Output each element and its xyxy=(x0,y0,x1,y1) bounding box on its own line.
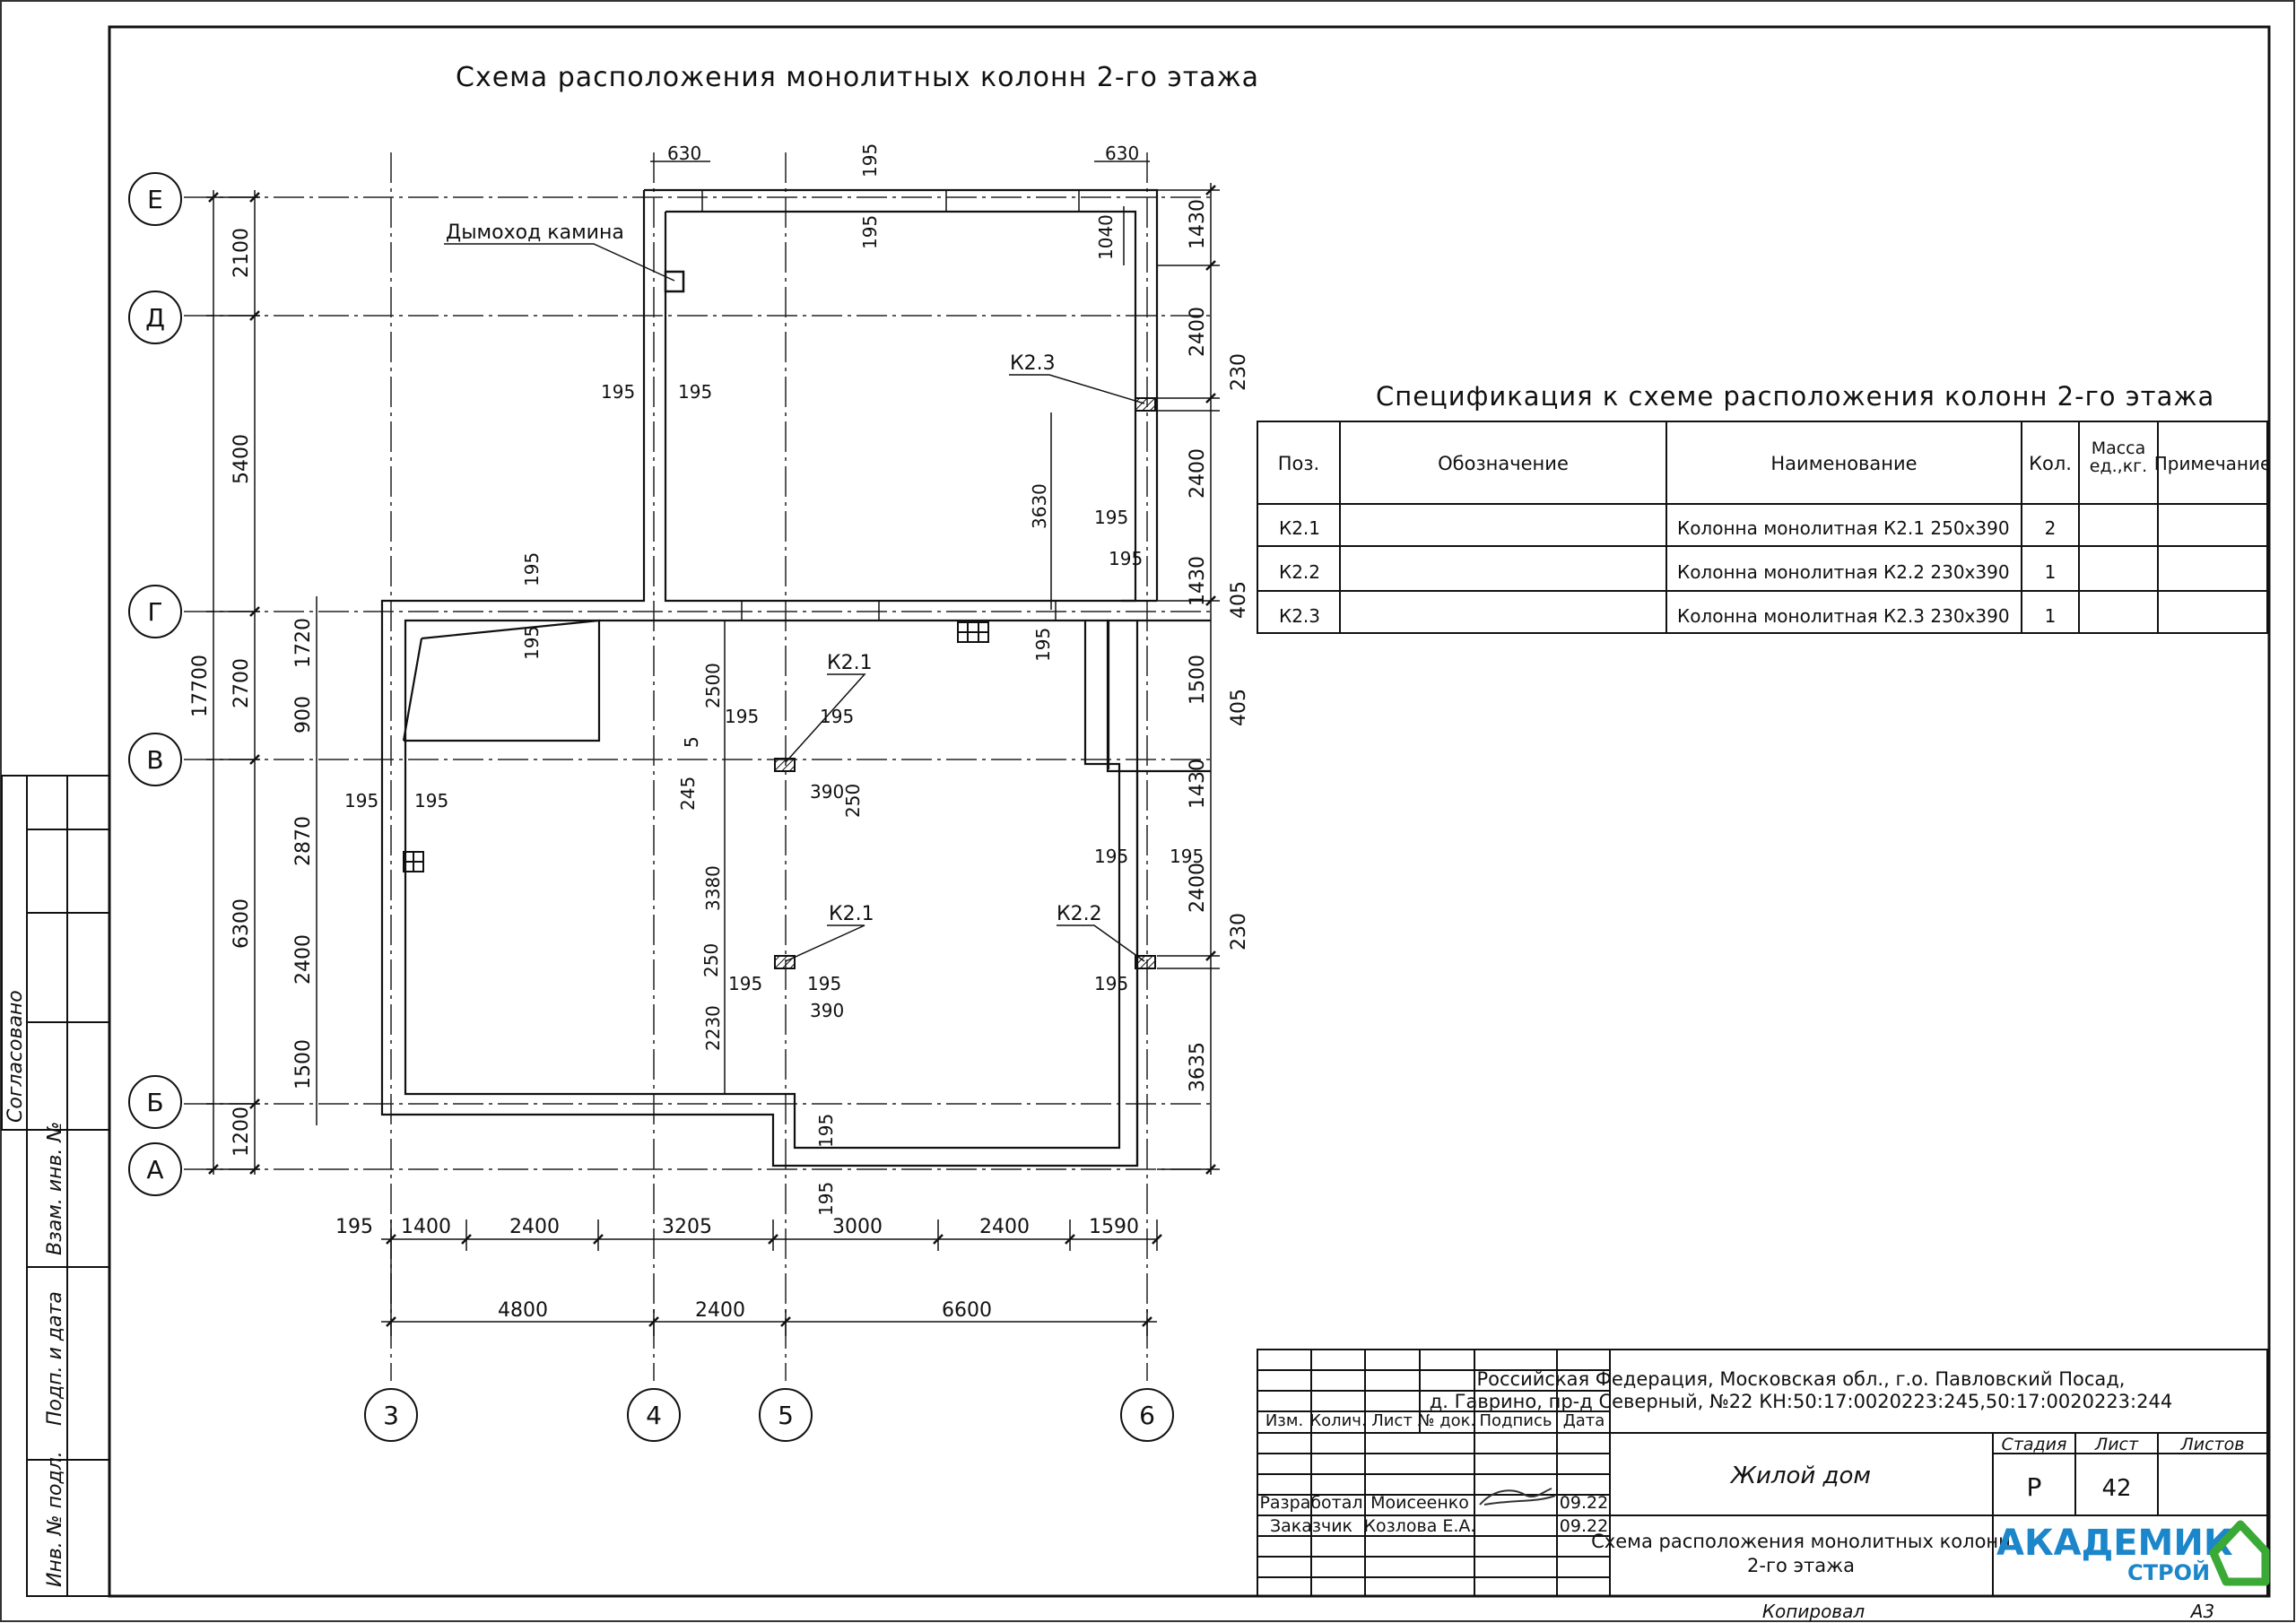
label-column-k21-a: К2.1 xyxy=(827,652,873,674)
svg-text:СТРОЙ: СТРОЙ xyxy=(2127,1560,2211,1585)
dimension-lines xyxy=(206,161,1220,1336)
spec-header: Наименование xyxy=(1770,453,1918,474)
column-k21-b xyxy=(775,956,795,968)
stamp-stage-label: Стадия xyxy=(2001,1435,2067,1454)
dim-text: 4800 xyxy=(498,1299,548,1322)
spec-cell: К2.3 xyxy=(1279,605,1321,627)
axis-row-label: А xyxy=(146,1155,164,1185)
axis-col-label: 6 xyxy=(1139,1401,1155,1430)
stamp-stage: Р xyxy=(2026,1472,2042,1502)
spec-header-mass: Масса ед.,кг. xyxy=(2089,439,2148,476)
dim-text: 2500 xyxy=(702,663,724,708)
dim-text: 195 xyxy=(1094,973,1129,994)
dim-text: 900 xyxy=(292,696,315,733)
dim-text: 1720 xyxy=(292,618,315,668)
page-title: Схема расположения монолитных колонн 2-го этажа xyxy=(456,62,1260,93)
dim-text: 245 xyxy=(677,776,699,811)
stamp-col: Изм. xyxy=(1265,1411,1304,1430)
axis-row-label: Б xyxy=(146,1088,164,1117)
dim-text: 195 xyxy=(335,1216,373,1238)
dim-text: 2400 xyxy=(695,1299,745,1322)
dim-text: 2100 xyxy=(230,228,253,278)
dim-text: 1400 xyxy=(401,1216,451,1238)
axis-row-label: Е xyxy=(147,185,163,214)
label-column-k21-b: К2.1 xyxy=(829,903,874,925)
stamp-address-2: д. Гаврино, пр-д Северный, №22 КН:50:17:0020223:245,50:17:0020223:244 xyxy=(1429,1391,2173,1412)
dim-text: 2400 xyxy=(979,1216,1030,1238)
stamp-col: Дата xyxy=(1562,1411,1605,1430)
stamp-role: Разработал xyxy=(1259,1493,1363,1513)
dim-text: 250 xyxy=(842,783,864,818)
dim-text: 195 xyxy=(678,381,713,403)
dim-text: 1040 xyxy=(1095,214,1117,260)
vent-icon xyxy=(404,852,423,872)
spec-header: Обозначение xyxy=(1438,453,1569,474)
dim-text: 195 xyxy=(414,790,449,812)
dim-text: 630 xyxy=(667,143,702,164)
svg-text:АКАДЕМИК: АКАДЕМИК xyxy=(1996,1523,2233,1564)
dim-text: 405 xyxy=(1228,689,1250,726)
stamp-col: Подпись xyxy=(1479,1411,1552,1430)
dim-text: 1500 xyxy=(292,1039,315,1089)
sheet-frame xyxy=(109,27,2269,1596)
spec-title: Спецификация к схеме расположения колонн 2-го этажа xyxy=(1376,381,2215,412)
spec-header: Поз. xyxy=(1277,453,1320,474)
dim-text: 17700 xyxy=(189,655,212,717)
dim-text: 195 xyxy=(728,973,763,994)
dim-text: 230 xyxy=(1228,913,1250,950)
dim-text: 5400 xyxy=(230,434,253,484)
stamp-col: № док. xyxy=(1417,1411,1476,1430)
dim-text: 195 xyxy=(601,381,636,403)
spec-cell: К2.2 xyxy=(1279,561,1321,583)
axis-col-label: 5 xyxy=(778,1401,794,1430)
dim-text: 195 xyxy=(1094,846,1129,867)
spec-cell: 2 xyxy=(2044,517,2057,539)
dim-text: 195 xyxy=(725,706,760,727)
leaders xyxy=(444,244,1144,961)
dim-text: 1430 xyxy=(1187,199,1209,249)
dim-text: 195 xyxy=(815,1181,837,1216)
spec-cell: 1 xyxy=(2044,605,2057,627)
dim-text: 2230 xyxy=(702,1005,724,1051)
label-column-k23: К2.3 xyxy=(1010,352,1056,375)
dim-text: 3000 xyxy=(832,1216,883,1238)
axis-grid xyxy=(184,152,1211,1381)
dim-text: 195 xyxy=(521,551,543,586)
spec-cell: 1 xyxy=(2044,561,2057,583)
walls xyxy=(382,190,1211,1166)
dim-text: 2400 xyxy=(509,1216,560,1238)
dim-text: 195 xyxy=(1032,627,1054,662)
dim-text: 195 xyxy=(1109,548,1144,569)
stamp-date: 09.22 xyxy=(1559,1516,1609,1536)
dim-text: 195 xyxy=(344,790,379,812)
stamp-date: 09.22 xyxy=(1559,1493,1609,1513)
dim-text: 390 xyxy=(810,781,845,803)
dim-text: 230 xyxy=(1228,353,1250,391)
stamp-role: Заказчик xyxy=(1269,1516,1353,1536)
stamp-sheet-label: Лист xyxy=(2094,1435,2139,1454)
dim-text: 195 xyxy=(1094,507,1129,528)
dim-text: 195 xyxy=(807,973,842,994)
dim-text: 5 xyxy=(681,736,702,748)
side-sign-date: Подп. и дата xyxy=(44,1291,66,1426)
spec-header: Примечание xyxy=(2153,453,2272,474)
dim-text: 6600 xyxy=(942,1299,992,1322)
side-inv-replace: Взам. инв. № xyxy=(44,1121,66,1255)
dim-text: 405 xyxy=(1228,581,1250,619)
spec-cell: К2.1 xyxy=(1279,517,1321,539)
dim-text: 3630 xyxy=(1029,483,1050,529)
stamp-sheets-label: Листов xyxy=(2180,1435,2245,1454)
stamp-object: Жилой дом xyxy=(1730,1462,1872,1489)
dim-text: 2700 xyxy=(230,658,253,708)
spec-cell: Колонна монолитная К2.1 250х390 xyxy=(1677,517,2010,539)
dim-text: 2400 xyxy=(1187,448,1209,499)
spec-cell: Колонна монолитная К2.2 230х390 xyxy=(1677,561,2010,583)
dim-text: 195 xyxy=(859,214,881,249)
dim-text: 195 xyxy=(820,706,855,727)
stamp-col: Лист xyxy=(1371,1411,1413,1430)
stamp-format: А3 xyxy=(2190,1601,2215,1622)
label-chimney: Дымоход камина xyxy=(446,221,624,244)
axis-row-label: Г xyxy=(147,597,163,627)
spec-cell: Колонна монолитная К2.3 230х390 xyxy=(1677,605,2010,627)
vent-icon xyxy=(958,622,988,642)
spec-header: Кол. xyxy=(2029,453,2072,474)
dim-text: 2400 xyxy=(292,934,315,985)
side-agreed: Согласовано xyxy=(4,990,27,1123)
stamp-sheet-no: 42 xyxy=(2101,1475,2132,1502)
dim-text: 2400 xyxy=(1187,863,1209,913)
stamp-name: Козлова Е.А. xyxy=(1363,1516,1476,1536)
dim-text: 195 xyxy=(815,1113,837,1148)
stamp-drawing-name-2: 2-го этажа xyxy=(1747,1555,1855,1576)
dim-text: 1200 xyxy=(230,1107,253,1157)
dim-text: 195 xyxy=(521,625,543,660)
stamp-copied: Копировал xyxy=(1761,1601,1866,1622)
dim-text: 2870 xyxy=(292,816,315,866)
dim-text: 390 xyxy=(810,1000,845,1021)
dim-text: 1590 xyxy=(1089,1216,1139,1238)
dim-text: 6300 xyxy=(230,898,253,949)
chimney-icon xyxy=(665,272,683,291)
column-k23 xyxy=(1135,398,1155,411)
axis-col-label: 4 xyxy=(646,1401,662,1430)
label-column-k22: К2.2 xyxy=(1057,903,1102,925)
side-inv-orig: Инв. № подл. xyxy=(44,1451,66,1587)
dim-text: 195 xyxy=(859,143,881,178)
dim-text: 1500 xyxy=(1187,655,1209,705)
stamp-address-1: Российская Федерация, Московская обл., г.о. Павловский Посад, xyxy=(1476,1368,2126,1390)
column-k21-a xyxy=(775,759,795,771)
axis-row-label: В xyxy=(146,745,164,775)
signature-icon xyxy=(1480,1488,1555,1505)
dim-text: 195 xyxy=(1170,846,1205,867)
dim-text: 3635 xyxy=(1187,1042,1209,1092)
company-logo xyxy=(1996,1523,2266,1585)
axis-row-label: Д xyxy=(145,303,165,333)
dim-text: 630 xyxy=(1105,143,1140,164)
dim-text: 2400 xyxy=(1187,307,1209,357)
dim-text: 3380 xyxy=(702,865,724,911)
stamp-col: Колич. xyxy=(1309,1411,1367,1430)
dim-text: 3205 xyxy=(662,1216,712,1238)
axis-col-label: 3 xyxy=(383,1401,399,1430)
dim-text: 250 xyxy=(700,942,722,977)
dim-text: 1430 xyxy=(1187,556,1209,606)
stamp-drawing-name-1: Схема расположения монолитных колонн xyxy=(1591,1531,2011,1552)
stamp-name: Моисеенко xyxy=(1370,1493,1469,1513)
dim-text: 1430 xyxy=(1187,759,1209,809)
